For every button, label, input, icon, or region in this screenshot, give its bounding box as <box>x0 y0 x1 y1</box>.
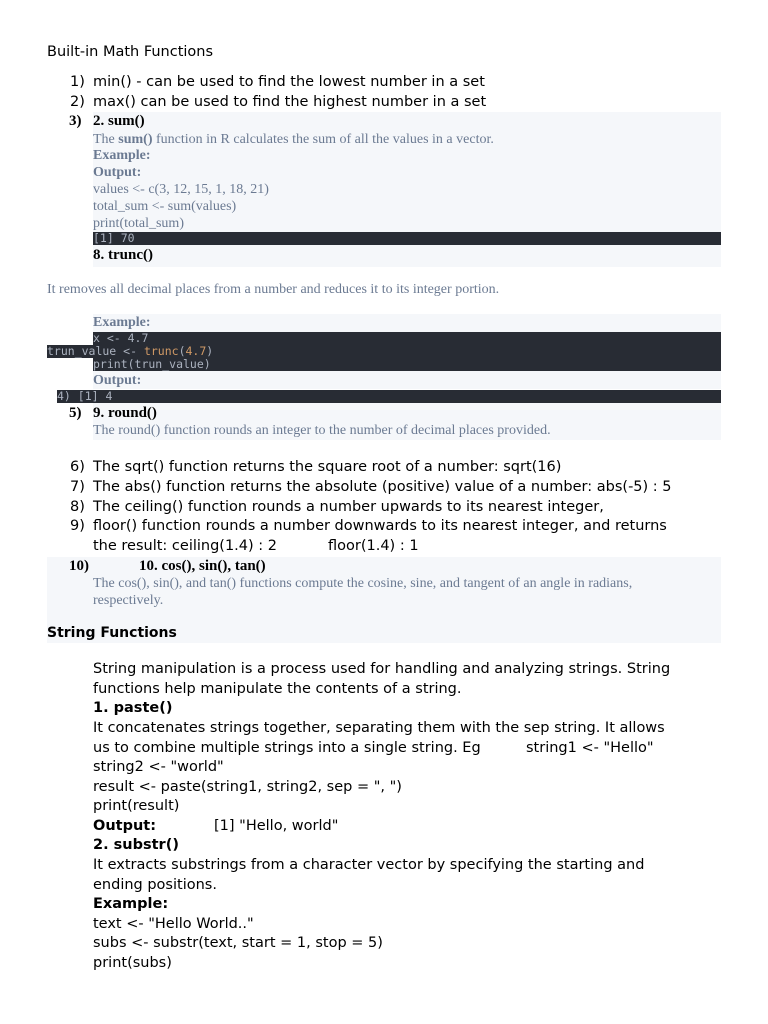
trig-title: 10. cos(), sin(), tan() <box>139 558 266 574</box>
list-item-abs: The abs() function returns the absolute (positive) value of a number: abs(-5) : 5 <box>93 479 672 495</box>
paste-code-line: string1 <- "Hello" <box>526 740 654 756</box>
trunc-title-band <box>93 245 721 267</box>
list-item-ceiling: The ceiling() function rounds a number upwards to its nearest integer, <box>93 499 604 515</box>
list-number: 1) <box>70 74 85 90</box>
round-title: 9. round() <box>93 405 157 421</box>
list-number: 3) <box>69 113 82 129</box>
list-item-max: max() can be used to find the highest number in a set <box>93 94 487 110</box>
list-number: 2) <box>70 94 85 110</box>
sum-code-line: total_sum <- sum(values) <box>93 199 237 214</box>
substr-title: 2. substr() <box>93 837 179 853</box>
paste-description: It concatenates strings together, separating them with the sep string. It allows <box>93 720 665 736</box>
list-item-floor-cont: the result: ceiling(1.4) : 2 <box>93 538 277 554</box>
trunc-code-line: x <- 4.7 <box>93 332 721 345</box>
example-label: Example: <box>93 148 151 163</box>
substr-code-line: subs <- substr(text, start = 1, stop = 5) <box>93 935 383 951</box>
string-intro: String manipulation is a process used for handling and analyzing strings. String <box>93 661 671 677</box>
trunc-example-band <box>93 314 721 332</box>
string-intro-cont: functions help manipulate the contents of a string. <box>93 681 462 697</box>
paste-description-cont: us to combine multiple strings into a single string. Eg <box>93 740 481 756</box>
list-number: 7) <box>70 479 85 495</box>
paste-code-line: string2 <- "world" <box>93 759 224 775</box>
paste-code-line: result <- paste(string1, string2, sep = ", ") <box>93 779 402 795</box>
substr-code-line: text <- "Hello World.." <box>93 916 254 932</box>
output-label: Output: <box>93 818 157 834</box>
output-label: Output: <box>93 373 142 388</box>
trig-description: The cos(), sin(), and tan() functions compute the cosine, sine, and tangent of an angle in radians, <box>93 576 633 591</box>
list-item-floor-result: floor(1.4) : 1 <box>328 538 419 554</box>
trunc-title: 8. trunc() <box>93 247 153 263</box>
string-heading: String Functions <box>47 625 177 641</box>
paste-title: 1. paste() <box>93 700 173 716</box>
sum-block <box>93 112 721 234</box>
trunc-result-code: 4) [1] 4 <box>57 390 721 403</box>
sum-description: The sum() function in R calculates the sum of all the values in a vector. <box>93 132 494 147</box>
list-number: 6) <box>70 459 85 475</box>
substr-description: It extracts substrings from a character vector by specifying the starting and <box>93 857 645 873</box>
trunc-description: It removes all decimal places from a number and reduces it to its integer portion. <box>47 282 500 297</box>
trunc-code-line: print(trun_value) <box>93 358 721 371</box>
list-number: 9) <box>70 518 85 534</box>
list-item-floor: floor() function rounds a number downwards to its nearest integer, and returns <box>93 518 667 534</box>
sum-result-code: [1] 70 <box>93 232 721 245</box>
list-number: 8) <box>70 499 85 515</box>
math-heading: Built-in Math Functions <box>47 44 214 60</box>
example-label: Example: <box>93 896 169 912</box>
sum-code-line: print(total_sum) <box>93 216 184 231</box>
substr-description-cont: ending positions. <box>93 877 217 893</box>
list-number: 10) <box>69 558 89 574</box>
substr-code-line: print(subs) <box>93 955 172 971</box>
list-item-min: min() - can be used to find the lowest number in a set <box>93 74 485 90</box>
trunc-output-band <box>93 371 721 389</box>
sum-title: 2. sum() <box>93 113 145 129</box>
list-item-sqrt: The sqrt() function returns the square root of a number: sqrt(16) <box>93 459 562 475</box>
trunc-code-line: trun_value <- trunc(4.7) <box>47 345 721 358</box>
example-label: Example: <box>93 315 151 330</box>
sum-code-line: values <- c(3, 12, 15, 1, 18, 21) <box>93 182 269 197</box>
round-description: The round() function rounds an integer to the number of decimal places provided. <box>93 423 551 438</box>
list-number: 5) <box>69 405 82 421</box>
trig-description-cont: respectively. <box>93 593 164 608</box>
paste-code-line: print(result) <box>93 798 180 814</box>
output-label: Output: <box>93 165 142 180</box>
paste-output: [1] "Hello, world" <box>214 818 339 834</box>
